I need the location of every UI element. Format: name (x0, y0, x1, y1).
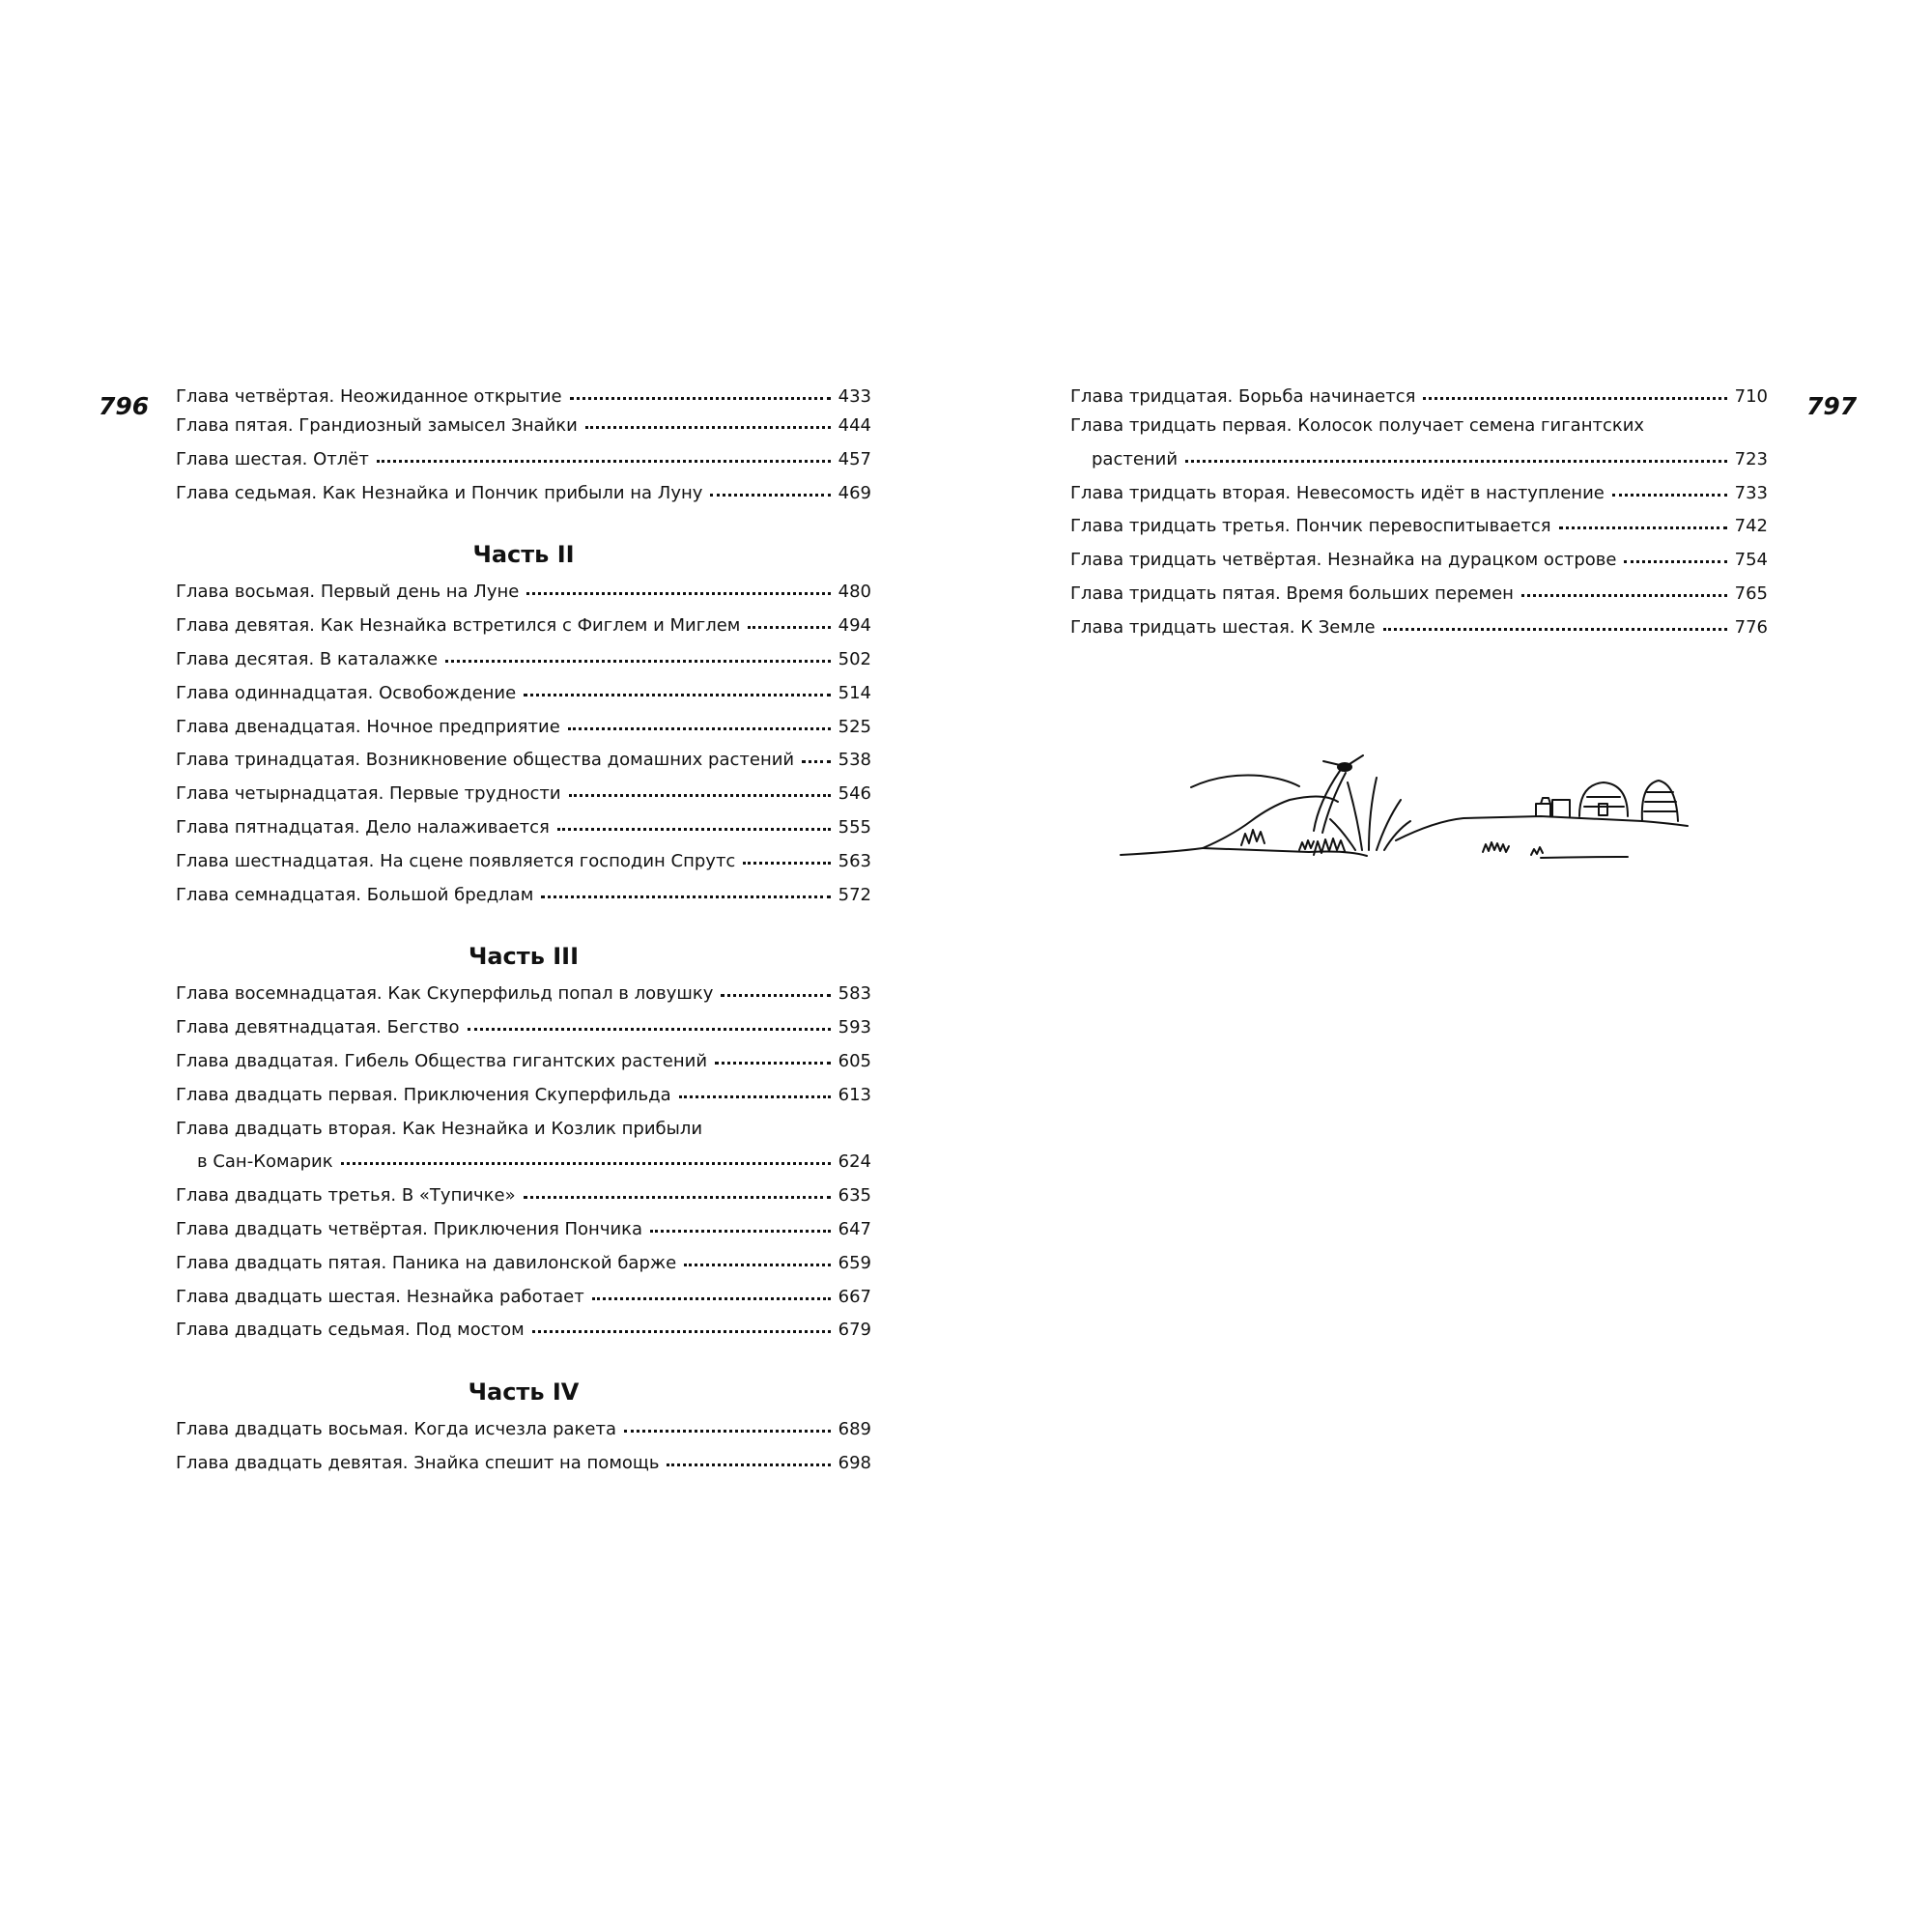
toc-entry (176, 582, 871, 615)
toc-entry-title: Глава шестнадцатая. На сцене появляется господин Спрутс (176, 850, 736, 871)
landscape-illustration (1116, 744, 1690, 889)
toc-entry-title: Глава двадцать первая. Приключения Скуперфильда (176, 1084, 671, 1105)
leader-dots (524, 1196, 831, 1199)
toc-entry-page: 624 (838, 1151, 871, 1173)
leader-dots (624, 1430, 831, 1433)
grass-tufts (1483, 842, 1543, 855)
ground-line (1203, 848, 1367, 856)
leader-dots (1383, 628, 1727, 631)
toc-entry (176, 717, 871, 751)
horizon-line (1396, 816, 1688, 840)
toc-entry (176, 1320, 871, 1353)
toc-entry-continuation (176, 1151, 871, 1185)
toc-entry-title: Глава шестая. Отлёт (176, 448, 369, 469)
toc-entry-title: Глава двадцать восьмая. Когда исчезла ракета (176, 1419, 617, 1440)
toc-entry-title: Глава четвёртая. Неожиданное открытие (176, 386, 562, 407)
leader-dots (679, 1095, 831, 1098)
toc-entry (1070, 386, 1768, 415)
leader-dots (568, 727, 831, 730)
leader-dots (667, 1463, 830, 1466)
toc-entry-title: Глава двадцать пятая. Паника на давилонской барже (176, 1252, 677, 1273)
toc-entry-page: 723 (1734, 448, 1768, 469)
toc-entry-title: Глава тридцатая. Борьба начинается (1070, 386, 1416, 407)
leader-dots (377, 460, 831, 463)
leader-dots (341, 1162, 831, 1165)
toc-entry-title-cont: в Сан-Комарик (197, 1151, 333, 1173)
toc-entry-title: Глава двадцать третья. В «Тупичке» (176, 1185, 516, 1207)
toc-entry (176, 615, 871, 649)
leader-dots (557, 828, 831, 831)
ground-line (1541, 857, 1628, 858)
toc-entry-title: Глава восьмая. Первый день на Луне (176, 582, 520, 603)
hill-outline (1191, 776, 1299, 788)
toc-entry (176, 1219, 871, 1253)
toc-entry-page: 469 (838, 482, 871, 503)
leader-dots (1559, 526, 1727, 529)
toc-entry-page: 765 (1734, 582, 1768, 604)
toc-entry (176, 851, 871, 885)
toc-entry-page: 754 (1734, 550, 1768, 571)
toc-entry-page: 546 (838, 783, 871, 805)
toc-entry-page: 457 (838, 448, 871, 469)
part-heading: Часть IV (468, 1378, 580, 1406)
toc-entry-title: Глава четырнадцатая. Первые трудности (176, 783, 561, 805)
toc-entry-page: 689 (838, 1419, 871, 1440)
toc-entry-title: Глава тридцать пятая. Время больших перемен (1070, 582, 1514, 604)
toc-entry-page: 605 (838, 1050, 871, 1071)
toc-entry-title: Глава десятая. В каталажке (176, 648, 439, 669)
toc-entry-title: Глава двадцать шестая. Незнайка работает (176, 1286, 584, 1307)
leader-dots (650, 1230, 831, 1233)
toc-entry (176, 783, 871, 817)
toc-entry-title: Глава тридцать шестая. К Земле (1070, 616, 1376, 638)
toc-entry (1070, 550, 1768, 583)
grass-tufts (1241, 830, 1314, 850)
toc-entry (1070, 483, 1768, 517)
leader-dots (541, 895, 830, 898)
toc-entry-page: 480 (838, 582, 871, 603)
house-dome (1584, 797, 1624, 807)
part-heading: Часть III (468, 943, 580, 971)
page-number-right: 797 (1806, 392, 1858, 420)
toc-entry-title: Глава тридцать первая. Колосок получает семена гигантских (1070, 415, 1645, 436)
toc-entry (176, 1017, 871, 1051)
toc-entry-page: 659 (838, 1252, 871, 1273)
part-heading: Часть II (472, 541, 575, 569)
toc-entry (176, 386, 871, 415)
toc-entry (176, 1119, 871, 1152)
toc-entry-page: 635 (838, 1185, 871, 1207)
toc-entry-title: Глава девятнадцатая. Бегство (176, 1017, 460, 1038)
toc-entry (176, 1185, 871, 1219)
toc-entry (176, 483, 871, 517)
page-number-left: 796 (99, 392, 150, 420)
toc-entry-page: 563 (838, 850, 871, 871)
toc-entry-page: 593 (838, 1017, 871, 1038)
toc-entry-title-cont: растений (1092, 448, 1179, 469)
toc-entry-title: Глава тридцать третья. Пончик перевоспитывается (1070, 516, 1551, 537)
toc-entry-page: 613 (838, 1084, 871, 1105)
toc-entry (176, 1419, 871, 1453)
toc-entry-page: 502 (838, 648, 871, 669)
toc-entry-continuation (1070, 449, 1768, 483)
small-houses (1536, 798, 1570, 816)
toc-entry-page: 583 (838, 983, 871, 1005)
leader-dots (684, 1264, 830, 1266)
toc-entry-title: Глава тридцать четвёртая. Незнайка на дурацком острове (1070, 550, 1617, 571)
leader-dots (570, 397, 831, 400)
house-dome (1579, 782, 1628, 816)
toc-entry (176, 1085, 871, 1119)
toc-entry-page: 742 (1734, 516, 1768, 537)
toc-entry (176, 1051, 871, 1085)
door (1599, 804, 1607, 815)
leader-dots (524, 694, 830, 696)
toc-left-column (176, 386, 871, 1487)
toc-entry-title: Глава двадцать девятая. Знайка спешит на помощь (176, 1452, 660, 1473)
toc-entry-page: 679 (838, 1320, 871, 1341)
toc-entry-page: 776 (1734, 616, 1768, 638)
toc-entry (1070, 516, 1768, 550)
leader-dots (592, 1297, 831, 1300)
leader-dots (743, 862, 830, 865)
leader-dots (1185, 460, 1727, 463)
toc-entry-title: Глава двадцатая. Гибель Общества гигантских растений (176, 1050, 708, 1071)
toc-entry-title: Глава пятнадцатая. Дело налаживается (176, 816, 550, 838)
toc-entry-title: Глава двадцать седьмая. Под мостом (176, 1320, 525, 1341)
leader-dots (710, 494, 830, 497)
toc-entry (176, 449, 871, 483)
toc-entry-title: Глава пятая. Грандиозный замысел Знайки (176, 415, 578, 436)
leader-dots (1612, 494, 1727, 497)
toc-entry-page: 698 (838, 1452, 871, 1473)
toc-entry-title: Глава девятая. Как Незнайка встретился с Фиглем и Миглем (176, 615, 741, 637)
toc-entry-page: 647 (838, 1218, 871, 1239)
toc-entry-title: Глава восемнадцатая. Как Скуперфильд попал в ловушку (176, 983, 714, 1005)
toc-entry-title: Глава тринадцатая. Возникновение общества домашних растений (176, 750, 795, 771)
toc-entry (176, 817, 871, 851)
toc-entry (1070, 617, 1768, 651)
toc-entry-page: 494 (838, 615, 871, 637)
house-arch (1644, 792, 1677, 811)
toc-entry (176, 1287, 871, 1321)
toc-entry-page: 525 (838, 716, 871, 737)
toc-entry-page: 667 (838, 1286, 871, 1307)
toc-entry-page: 514 (838, 682, 871, 703)
reeds (1314, 771, 1346, 833)
toc-entry (1070, 583, 1768, 617)
leader-dots (802, 760, 831, 763)
leader-dots (1423, 397, 1726, 400)
toc-entry-title: Глава одиннадцатая. Освобождение (176, 682, 517, 703)
toc-entry-page: 733 (1734, 482, 1768, 503)
leader-dots (569, 794, 831, 797)
toc-entry-title: Глава двенадцатая. Ночное предприятие (176, 716, 560, 737)
leader-dots (721, 994, 830, 997)
toc-entry-title: Глава седьмая. Как Незнайка и Пончик прибыли на Луну (176, 482, 703, 503)
toc-entry-page: 538 (838, 750, 871, 771)
leader-dots (468, 1028, 831, 1031)
leader-dots (715, 1062, 831, 1065)
toc-entry-title: Глава семнадцатая. Большой бредлам (176, 884, 534, 905)
toc-entry (176, 683, 871, 717)
leader-dots (1521, 594, 1727, 597)
toc-entry (176, 649, 871, 683)
toc-entry-title: Глава двадцать четвёртая. Приключения Пончика (176, 1218, 643, 1239)
toc-entry-title: Глава двадцать вторая. Как Незнайка и Козлик прибыли (176, 1118, 703, 1139)
leader-dots (748, 626, 830, 629)
toc-entry (176, 983, 871, 1017)
toc-entry-page: 433 (838, 386, 871, 407)
toc-entry (1070, 415, 1768, 449)
toc-entry-page: 555 (838, 816, 871, 838)
leader-dots (526, 592, 830, 595)
leader-dots (1624, 560, 1726, 563)
toc-entry (176, 750, 871, 783)
leader-dots (532, 1330, 831, 1333)
toc-entry-page: 444 (838, 415, 871, 436)
leader-dots (585, 426, 831, 429)
toc-entry-page: 710 (1734, 386, 1768, 407)
toc-entry (176, 1453, 871, 1487)
toc-entry (176, 1253, 871, 1287)
toc-entry (176, 415, 871, 449)
toc-entry-page: 572 (838, 884, 871, 905)
toc-entry-title: Глава тридцать вторая. Невесомость идёт в наступление (1070, 482, 1605, 503)
leader-dots (445, 660, 831, 663)
toc-right-column (1070, 386, 1768, 651)
toc-entry (176, 885, 871, 919)
